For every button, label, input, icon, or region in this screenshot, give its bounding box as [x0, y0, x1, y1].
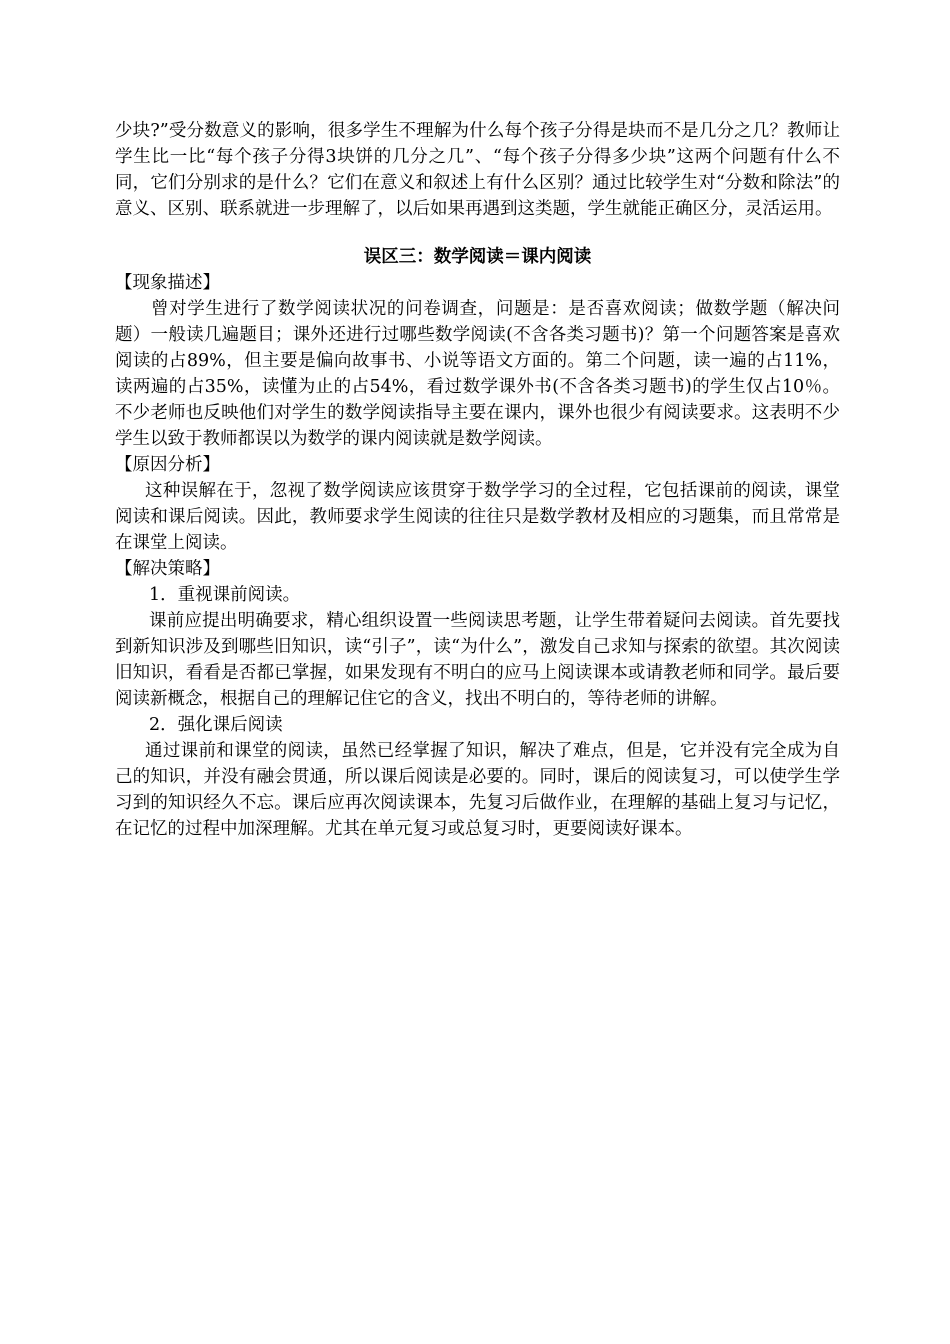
strategy-item1-paragraph: 课前应提出明确要求，精心组织设置一些阅读思考题，让学生带着疑问去阅读。首先要找到新知识涉及到哪些旧知识，读“引子”，读“为什么”，激发自己求知与探索的欲望。其次阅读旧知识，看看是否都已掌握，如果发现有不明白的应马上阅读课本或请教老师和同学。最后要阅读新概念，根据自己的理解记住它的含义，找出不明白的，等待老师的讲解。	[115, 611, 840, 709]
strategy-label: 【解决策略】	[115, 559, 220, 579]
cause-label: 【原因分析】	[115, 455, 220, 475]
strategy-item2-paragraph: 通过课前和课堂的阅读，虽然已经掌握了知识，解决了难点，但是，它并没有完全成为自己的知识，并没有融会贯通，所以课后阅读是必要的。同时，课后的阅读复习，可以使学生学习到的知识经久不忘。课后应再次阅读课本，先复习后做作业，在理解的基础上复习与记忆，在记忆的过程中加深理解。尤其在单元复习或总复习时，更要阅读好课本。	[115, 741, 840, 839]
strategy-item1-title: 1．重视课前阅读。	[149, 585, 301, 605]
strategy-item2-title: 2．强化课后阅读	[149, 715, 283, 735]
document-page	[115, 118, 840, 842]
cause-paragraph: 这种误解在于，忽视了数学阅读应该贯穿于数学学习的全过程，它包括课前的阅读，课堂阅读和课后阅读。因此，教师要求学生阅读的往往只是数学教材及相应的习题集，而且常常是在课堂上阅读。	[115, 481, 840, 553]
phenomenon-paragraph: 曾对学生进行了数学阅读状况的问卷调查，问题是：是否喜欢阅读；做数学题（解决问题）一般读几遍题目；课外还进行过哪些数学阅读(不含各类习题书)？第一个问题答案是喜欢阅读的占89%，但主要是偏向故事书、小说等语文方面的。第二个问题，读一遍的占11%，读两遍的占35%，读懂为止的占54%，看过数学课外书(不含各类习题书)的学生仅占10％。不少老师也反映他们对学生的数学阅读指导主要在课内，课外也很少有阅读要求。这表明不少学生以致于教师都误以为数学的课内阅读就是数学阅读。	[115, 299, 840, 449]
phenomenon-label: 【现象描述】	[115, 273, 220, 293]
section-title: 误区三：数学阅读＝课内阅读	[363, 247, 592, 267]
intro-paragraph: 少块?”受分数意义的影响，很多学生不理解为什么每个孩子分得是块而不是几分之几？教师让学生比一比“每个孩子分得3块饼的几分之几”、“每个孩子分得多少块”这两个问题有什么不同，它们分别求的是什么？它们在意义和叙述上有什么区别？通过比较学生对“分数和除法”的意义、区别、联系就进一步理解了，以后如果再遇到这类题，学生就能正确区分，灵活运用。	[115, 121, 840, 219]
